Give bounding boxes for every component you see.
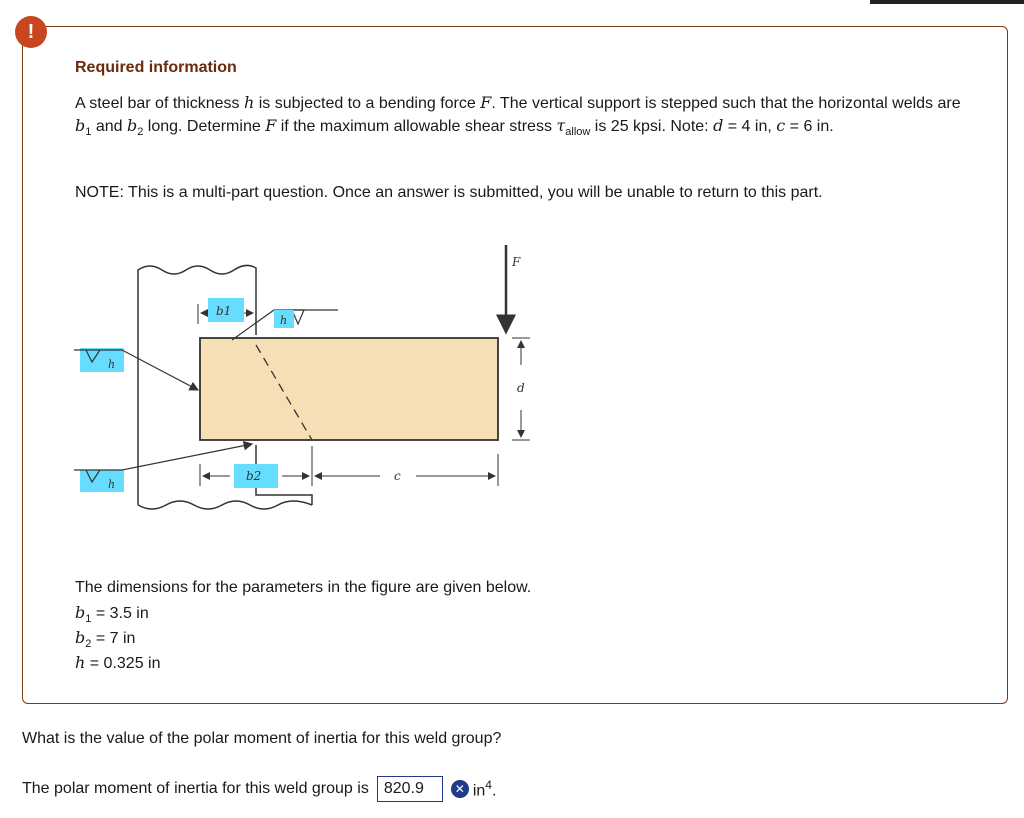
b2-label: b2 bbox=[246, 469, 262, 483]
incorrect-x-icon: ✕ bbox=[451, 780, 469, 798]
c-label: c bbox=[394, 469, 401, 483]
alert-icon: ! bbox=[15, 16, 47, 48]
dim-h: h = 0.325 in bbox=[75, 653, 161, 672]
answer-row bbox=[22, 776, 496, 802]
weld-leader-upper bbox=[122, 350, 198, 390]
dimensions-list bbox=[75, 577, 531, 677]
section-heading: Required information bbox=[75, 59, 237, 76]
weld-h-label-top: h bbox=[280, 314, 288, 327]
weld-h-label-lower: h bbox=[108, 478, 116, 491]
dims-intro: The dimensions for the parameters in the figure are given below. bbox=[75, 579, 532, 596]
top-bar bbox=[870, 0, 1024, 4]
question-text: What is the value of the polar moment of inertia for this weld group? bbox=[22, 730, 502, 747]
weld-h-label-upper: h bbox=[108, 358, 116, 371]
b1-label: b1 bbox=[216, 304, 232, 318]
answer-unit: $in^4$. bbox=[472, 777, 497, 800]
answer-prefix: The polar moment of inertia for this weld group is bbox=[22, 780, 369, 797]
steel-bar bbox=[200, 338, 498, 440]
multipart-note: NOTE: This is a multi-part question. Once an answer is submitted, you will be unable to return to this part. bbox=[75, 184, 823, 201]
problem-statement: A steel bar of thickness h is subjected to a bending force F. The vertical support is stepped such that the horizontal welds are $b_1$ and $b_2$ long. Determine F if the maximum allowable shear stress $\tau_{allow}$ is 25 kpsi. Note: d = 4 in, c = 6 in. bbox=[75, 93, 961, 139]
dim-b1: $b_1 = 3.5$ in bbox=[75, 603, 149, 626]
dim-b2: $b_2 = 7$ in bbox=[75, 628, 136, 651]
answer-input[interactable]: 820.9 bbox=[377, 776, 443, 802]
weld-leader-lower bbox=[122, 444, 252, 470]
force-label: F bbox=[512, 255, 521, 269]
weld-diagram bbox=[60, 240, 580, 540]
d-label: d bbox=[517, 381, 525, 395]
